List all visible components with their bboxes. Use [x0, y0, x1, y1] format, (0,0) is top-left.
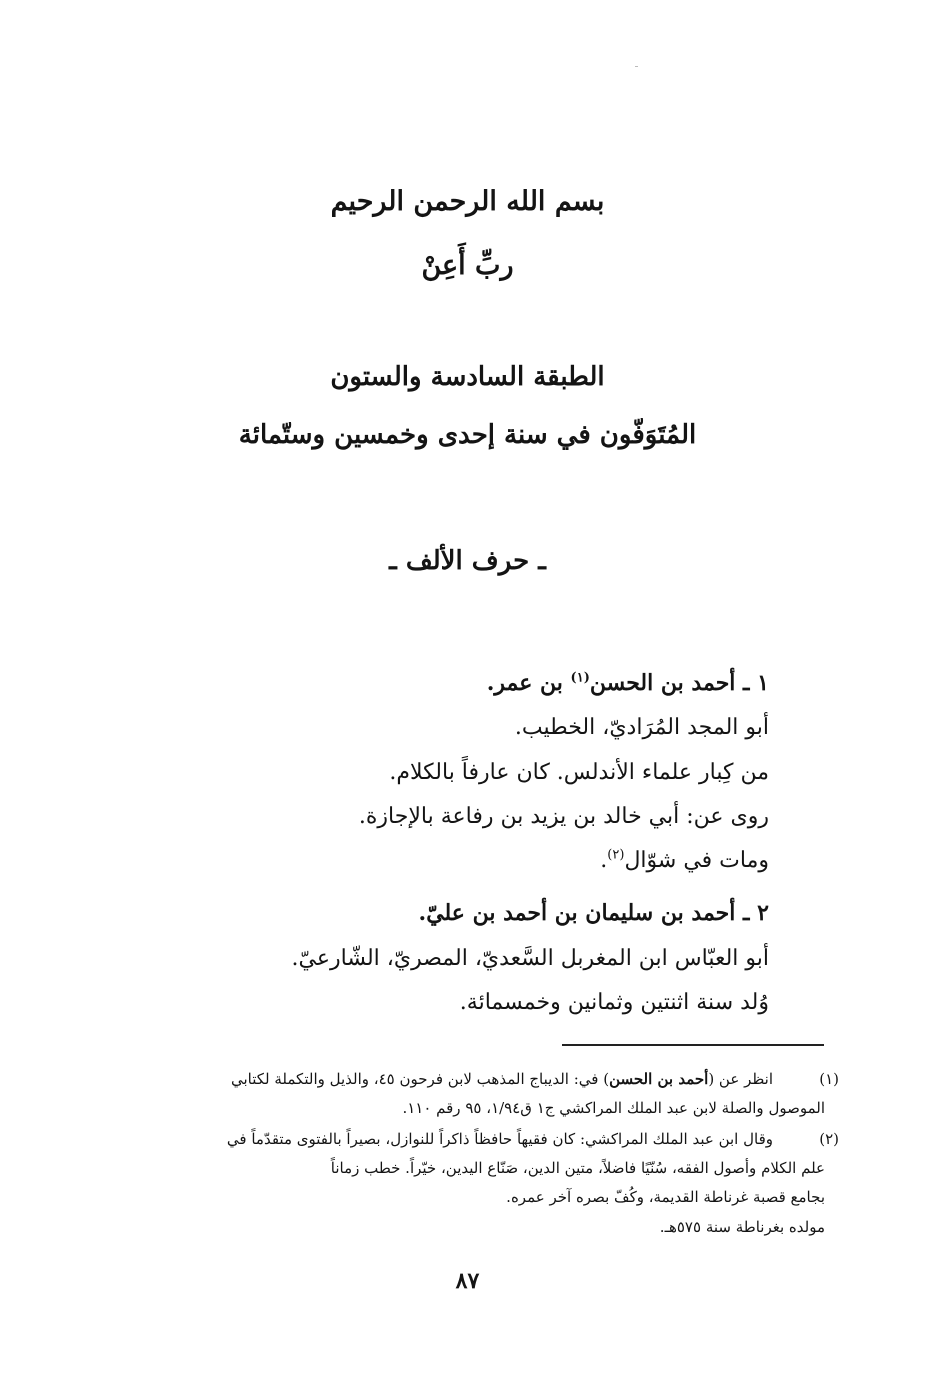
footnote-ref-2: (٢) [607, 847, 625, 863]
footnote-1-line [231, 1070, 773, 1088]
footnote-1-prefix: انظر عن ( [708, 1070, 773, 1088]
basmala: بسم الله الرحمن الرحيم [330, 186, 605, 217]
entry-1-line: روى عن: أبي خالد بن يزيد بن رفاعة بالإجازة. [358, 804, 769, 829]
footnote-1-number: (١) [819, 1070, 839, 1088]
entry-2-line: وُلد سنة اثنتين وثمانين وخمسمائة. [459, 990, 769, 1015]
entry-1-heading [487, 670, 769, 696]
footnote-2-number: (٢) [819, 1130, 839, 1148]
opening-prayer: ربِّ أَعِنْ [421, 250, 514, 281]
footnote-1-bold-name: أحمد بن الحسن [609, 1070, 709, 1088]
entry-1-line: من كِبار علماء الأندلس. كان عارفاً بالكلام. [389, 760, 769, 785]
entry-1-heading-name: ١ ـ أحمد بن الحسن [589, 670, 769, 696]
entry-2-heading: ٢ ـ أحمد بن سليمان بن أحمد بن عليّ. [418, 900, 769, 926]
entry-1-death-end: . [600, 848, 608, 873]
footnote-2-line: مولده بغرناطة سنة ٥٧٥هـ. [659, 1218, 825, 1236]
entry-2-line: أبو العبّاس ابن المغربل السَّعديّ، المصريّ، الشّارعيّ. [291, 946, 769, 971]
entry-1-heading-rest: بن عمر. [486, 670, 571, 696]
section-title: الطبقة السادسة والستون [330, 362, 605, 392]
footnote-divider [562, 1044, 824, 1046]
footnote-1-line: الموصول والصلة لابن عبد الملك المراكشي ج١ ق١/٩٤، ٩٥ رقم ١١٠. [402, 1099, 825, 1117]
entry-1-line: أبو المجد المُرَاديّ، الخطيب. [514, 715, 769, 740]
letter-heading: ـ حرف الألف ـ [389, 546, 546, 576]
footnote-2-line: علم الكلام وأصول الفقه، سُنّيًا فاضلاً، متين الدين، صَنّاع اليدين، خيّراً. خطب زماناً [330, 1159, 825, 1177]
scan-speck [635, 66, 638, 67]
section-subtitle: المُتَوَفّون في سنة إحدى وخمسين وستّمائة [238, 420, 697, 450]
entry-1-death-text: ومات في شوّال [624, 848, 769, 873]
footnote-ref-1: (١) [570, 670, 590, 686]
entry-1-death [600, 848, 769, 873]
page-number: ٨٧ [455, 1268, 480, 1294]
footnote-2-line: بجامع قصبة غرناطة القديمة، وكُفّ بصره آخر عمره. [506, 1188, 825, 1206]
footnote-1-rest: ) في: الديباج المذهب لابن فرحون ٤٥، والذيل والتكملة لكتابي [230, 1070, 610, 1088]
footnote-2-line: وقال ابن عبد الملك المراكشي: كان فقيهاً حافظاً ذاكراً للنوازل، بصيراً بالفتوى متقدّماً في [226, 1130, 773, 1148]
